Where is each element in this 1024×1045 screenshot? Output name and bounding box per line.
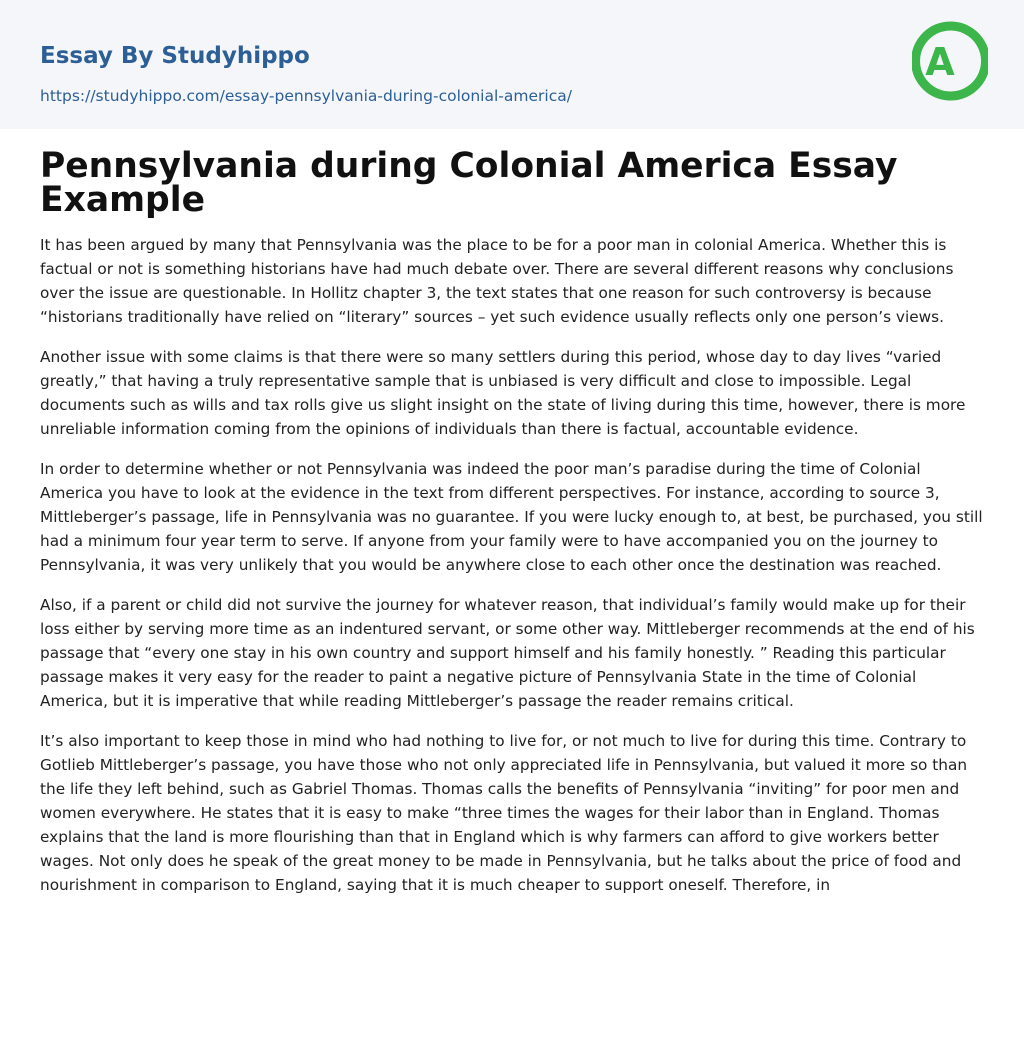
essay-paragraph: Also, if a parent or child did not survive the journey for whatever reason, that individual’s family would make up for their loss either by serving more time as an indentured servant, or some other way. Mittleberger recommends at the end of his passage that “every one stay in his own country and support himself and his family honestly. ” Reading this particular passage makes it very easy for the reader to paint a negative picture of Pennsylvania State in the time of Colonial America, but it is imperative that while reading Mittleberger’s passage the reader remains critical. [40, 596, 975, 710]
essay-paragraph: In order to determine whether or not Pennsylvania was indeed the poor man’s paradise during the time of Colonial America you have to look at the evidence in the text from different perspectives. For instance, according to source 3, Mittleberger’s passage, life in Pennsylvania was no guarantee. If you were lucky enough to, at best, be purchased, you still had a minimum four year term to serve. If anyone from your family were to have accompanied you on the journey to Pennsylvania, it was very unlikely that you would be anywhere close to each other once the destination was reached. [40, 460, 983, 574]
site-title[interactable]: Essay By Studyhippo [40, 43, 310, 69]
essay-url-link[interactable]: https://studyhippo.com/essay-pennsylvania-during-colonial-america/ [40, 87, 572, 105]
essay-title: Pennsylvania during Colonial America Essay Example [40, 146, 898, 220]
essay-paragraph: It’s also important to keep those in mind who had nothing to live for, or not much to live for during this time. Contrary to Gotlieb Mittleberger’s passage, you have those who not only appreciated life in Pennsylvania, but valued it more so than the life they left behind, such as Gabriel Thomas. Thomas calls the benefits of Pennsylvania “inviting” for poor men and women everywhere. He states that it is easy to make “three times the wages for their labor than in England. Thomas explains that the land is more flourishing than that in England which is why farmers can afford to give workers better wages. Not only does he speak of the great money to be made in Pennsylvania, but he talks about the price of food and nourishment in comparison to England, saying that it is much cheaper to support oneself. Therefore, in [40, 732, 968, 894]
essay-paragraph: It has been argued by many that Pennsylvania was the place to be for a poor man in colonial America. Whether this is factual or not is something historians have had much debate over. There are several different reasons why conclusions over the issue are questionable. In Hollitz chapter 3, the text states that one reason for such controversy is because “historians traditionally have relied on “literary” sources – yet such evidence usually reflects only one person’s views. [40, 236, 954, 326]
logo-letter: A [925, 40, 955, 84]
essay-content [0, 146, 1024, 897]
studyhippo-logo-icon[interactable] [912, 18, 988, 106]
site-header [0, 0, 1024, 129]
essay-paragraph: Another issue with some claims is that there were so many settlers during this period, whose day to day lives “varied greatly,” that having a truly representative sample that is unbiased is very difficult and close to impossible. Legal documents such as wills and tax rolls give us slight insight on the state of living during this time, however, there is more unreliable information coming from the opinions of individuals than there is factual, accountable evidence. [40, 348, 966, 438]
